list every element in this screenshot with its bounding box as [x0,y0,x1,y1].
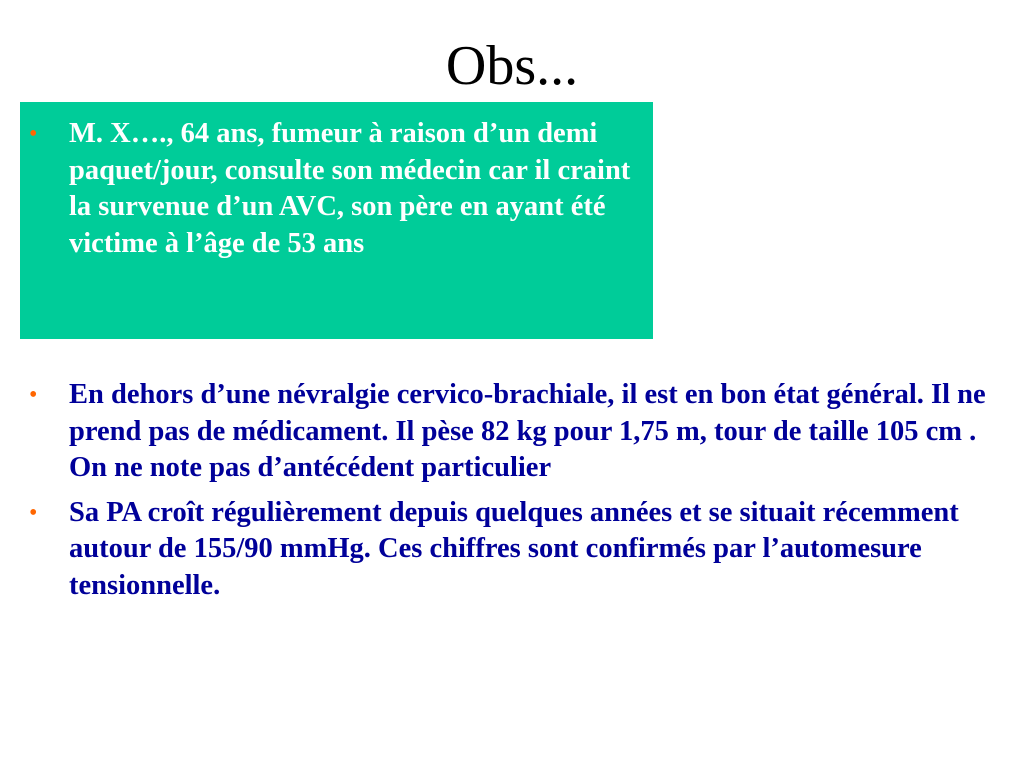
bullet-marker: • [29,499,38,526]
slide-title: Obs... [445,35,579,97]
bullet-item-history [29,377,1004,487]
bullet-marker: • [29,382,38,408]
bullet-marker: • [29,121,38,147]
highlighted-case-box [20,102,653,339]
box-bullet-item [29,116,643,262]
box-bullet-text: M. X…., 64 ans, fumeur à raison d’un demi paquet/jour, consulte son médecin car il craint la survenue d’un AVC, son père en ayant été victime à l’âge de 53 ans [69,118,631,259]
bullet-text: En dehors d’une névralgie cervico-brachiale, il est en bon état général. Il ne prend pas de médicament. Il pèse 82 kg pour 1,75 m, tour de taille 105 cm . On ne note pas d’antécédent particulier [69,379,986,483]
bullet-item-blood-pressure [29,495,1004,605]
bullet-text: Sa PA croît régulièrement depuis quelques années et se situait récemment autour de 155/90 mmHg. Ces chiffres sont confirmés par l’automesure tensionnelle. [69,496,959,601]
bullet-list [29,377,1004,610]
